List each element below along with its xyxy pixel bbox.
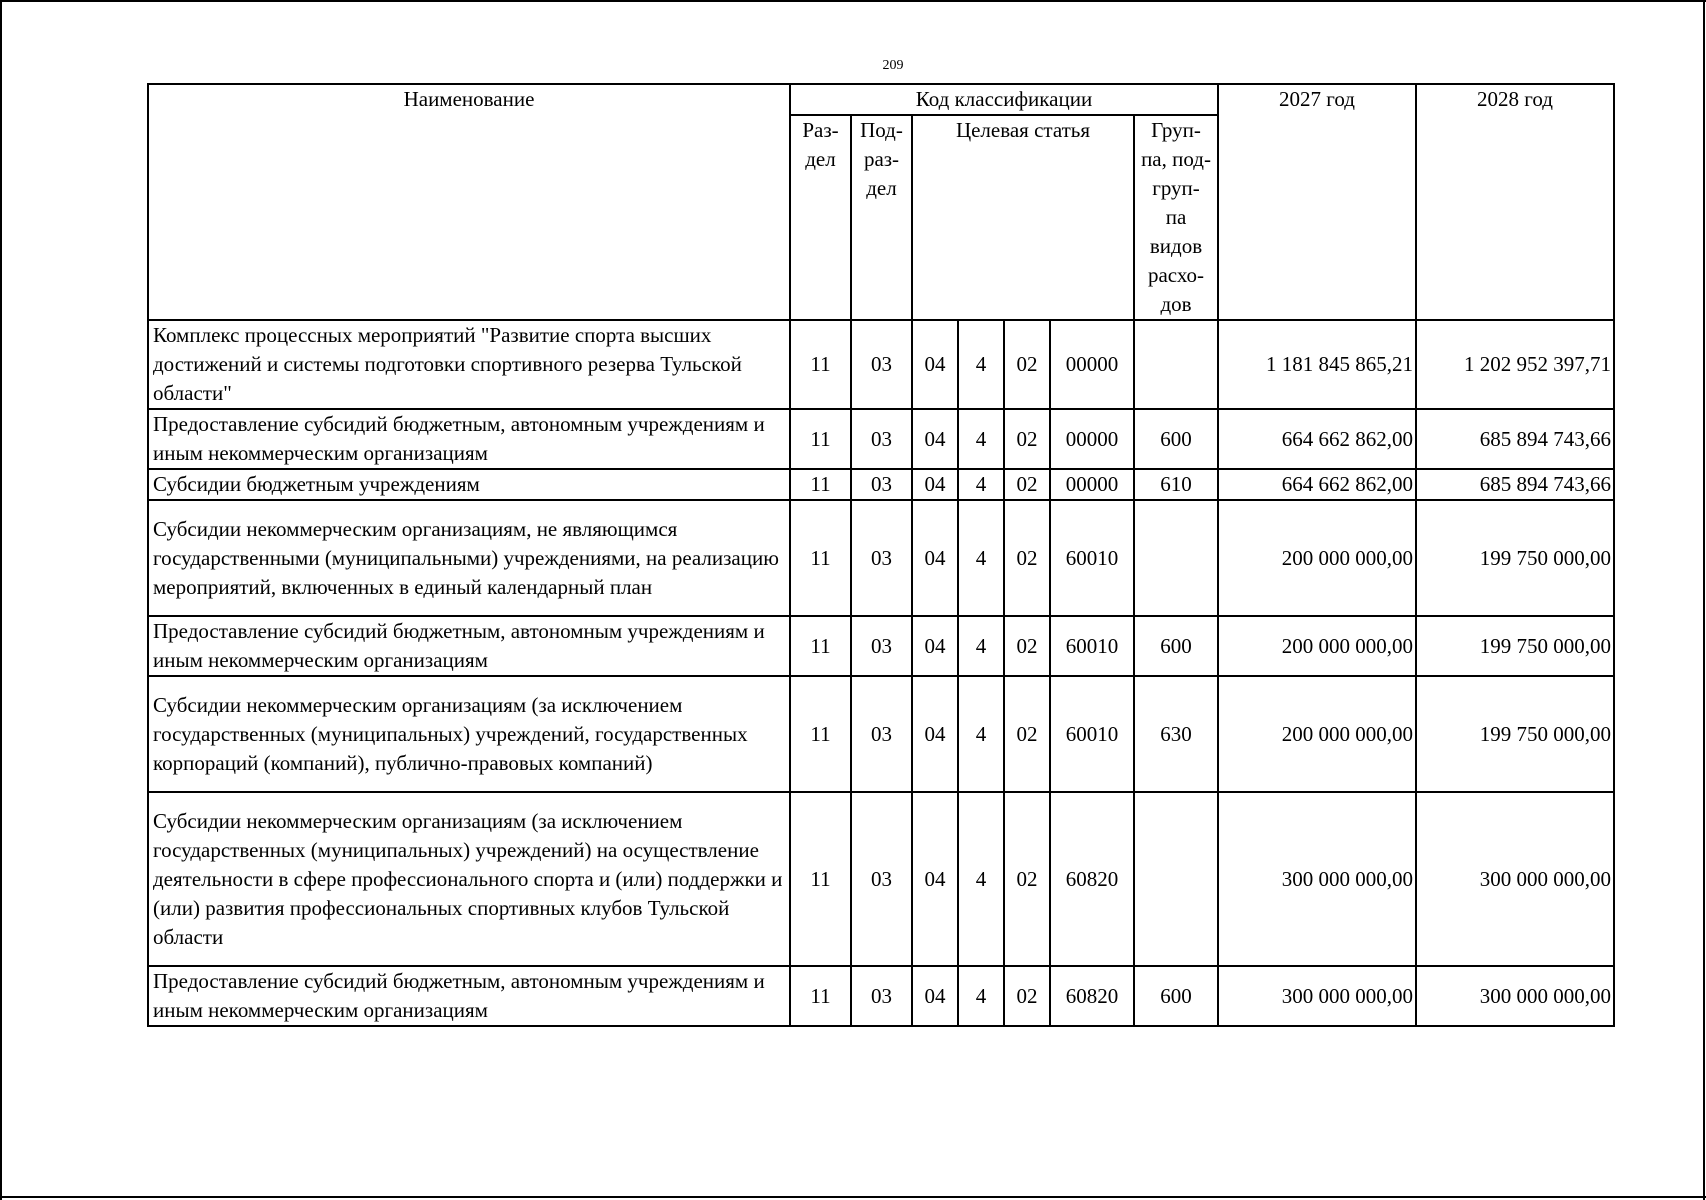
row-target-part2: 4 <box>958 320 1004 409</box>
row-amount-2027: 300 000 000,00 <box>1218 966 1416 1026</box>
row-razdel: 11 <box>790 792 851 966</box>
row-razdel: 11 <box>790 469 851 500</box>
header-2027: 2027 год <box>1218 84 1416 320</box>
row-amount-2027: 300 000 000,00 <box>1218 792 1416 966</box>
header-row-top <box>148 84 1614 115</box>
row-target-part3: 02 <box>1004 500 1050 616</box>
row-expense-group: 630 <box>1134 676 1218 792</box>
table-row <box>148 966 1614 1026</box>
row-target-part2: 4 <box>958 966 1004 1026</box>
row-podrazdel: 03 <box>851 409 912 469</box>
header-name: Наименование <box>148 84 790 320</box>
row-name: Субсидии некоммерческим организациям (за исключением государственных (муниципальных) учреждений) на осуществление деятельности в сфере профессионального спорта и (или) поддержки и (или) развития профессиональных спортивных клубов Тульской области <box>148 792 790 966</box>
row-name: Комплекс процессных мероприятий "Развитие спорта высших достижений и системы подготовки спортивного резерва Тульской области" <box>148 320 790 409</box>
row-podrazdel: 03 <box>851 966 912 1026</box>
row-expense-group: 600 <box>1134 966 1218 1026</box>
row-podrazdel: 03 <box>851 469 912 500</box>
row-target-part1: 04 <box>912 616 958 676</box>
row-expense-group <box>1134 792 1218 966</box>
row-name: Субсидии некоммерческим организациям, не являющимся государственными (муниципальными) учреждениями, на реализацию мероприятий, включенных в единый календарный план <box>148 500 790 616</box>
row-target-part1: 04 <box>912 676 958 792</box>
row-amount-2027: 664 662 862,00 <box>1218 469 1416 500</box>
header-celevaya-statya: Целевая статья <box>912 115 1134 320</box>
table-row <box>148 792 1614 966</box>
row-razdel: 11 <box>790 320 851 409</box>
page-frame-left <box>0 0 2 1200</box>
row-target-part2: 4 <box>958 676 1004 792</box>
row-target-part2: 4 <box>958 616 1004 676</box>
table-row <box>148 500 1614 616</box>
row-target-part4: 60010 <box>1050 500 1134 616</box>
row-razdel: 11 <box>790 966 851 1026</box>
budget-table <box>147 83 1615 1027</box>
row-amount-2028: 199 750 000,00 <box>1416 676 1614 792</box>
page-frame-right <box>1703 0 1705 1200</box>
row-expense-group: 600 <box>1134 409 1218 469</box>
row-expense-group: 610 <box>1134 469 1218 500</box>
row-target-part3: 02 <box>1004 469 1050 500</box>
row-target-part3: 02 <box>1004 616 1050 676</box>
row-amount-2028: 300 000 000,00 <box>1416 966 1614 1026</box>
row-amount-2028: 199 750 000,00 <box>1416 616 1614 676</box>
page-frame-bottom <box>0 1196 1706 1198</box>
table-row <box>148 409 1614 469</box>
page-frame-top <box>0 0 1706 2</box>
row-amount-2028: 685 894 743,66 <box>1416 409 1614 469</box>
row-amount-2028: 1 202 952 397,71 <box>1416 320 1614 409</box>
row-name: Предоставление субсидий бюджетным, автономным учреждениям и иным некоммерческим организациям <box>148 966 790 1026</box>
row-amount-2027: 200 000 000,00 <box>1218 500 1416 616</box>
row-target-part1: 04 <box>912 409 958 469</box>
row-amount-2027: 200 000 000,00 <box>1218 676 1416 792</box>
row-podrazdel: 03 <box>851 792 912 966</box>
header-classification: Код классификации <box>790 84 1218 115</box>
table-row <box>148 616 1614 676</box>
row-razdel: 11 <box>790 500 851 616</box>
table-row <box>148 469 1614 500</box>
row-name: Субсидии бюджетным учреждениям <box>148 469 790 500</box>
row-podrazdel: 03 <box>851 616 912 676</box>
row-target-part2: 4 <box>958 500 1004 616</box>
row-amount-2028: 199 750 000,00 <box>1416 500 1614 616</box>
page-number: 209 <box>882 58 904 73</box>
row-target-part4: 00000 <box>1050 320 1134 409</box>
row-target-part4: 60010 <box>1050 676 1134 792</box>
row-amount-2028: 300 000 000,00 <box>1416 792 1614 966</box>
row-podrazdel: 03 <box>851 500 912 616</box>
row-razdel: 11 <box>790 409 851 469</box>
table-row <box>148 320 1614 409</box>
row-target-part3: 02 <box>1004 320 1050 409</box>
row-target-part3: 02 <box>1004 676 1050 792</box>
row-target-part4: 60820 <box>1050 966 1134 1026</box>
row-podrazdel: 03 <box>851 676 912 792</box>
table-row <box>148 676 1614 792</box>
row-name: Предоставление субсидий бюджетным, автономным учреждениям и иным некоммерческим организациям <box>148 409 790 469</box>
row-podrazdel: 03 <box>851 320 912 409</box>
row-name: Предоставление субсидий бюджетным, автономным учреждениям и иным некоммерческим организациям <box>148 616 790 676</box>
row-target-part1: 04 <box>912 500 958 616</box>
row-target-part4: 60820 <box>1050 792 1134 966</box>
row-target-part2: 4 <box>958 469 1004 500</box>
row-amount-2028: 685 894 743,66 <box>1416 469 1614 500</box>
row-amount-2027: 1 181 845 865,21 <box>1218 320 1416 409</box>
row-razdel: 11 <box>790 676 851 792</box>
row-expense-group: 600 <box>1134 616 1218 676</box>
header-gruppa: Груп- па, под- груп- па видов расхо- дов <box>1134 115 1218 320</box>
row-name: Субсидии некоммерческим организациям (за исключением государственных (муниципальных) учреждений, государственных корпораций (компаний), публично-правовых компаний) <box>148 676 790 792</box>
row-target-part1: 04 <box>912 320 958 409</box>
row-target-part3: 02 <box>1004 409 1050 469</box>
header-razdel: Раз- дел <box>790 115 851 320</box>
row-amount-2027: 664 662 862,00 <box>1218 409 1416 469</box>
row-target-part4: 00000 <box>1050 469 1134 500</box>
row-target-part4: 60010 <box>1050 616 1134 676</box>
row-target-part1: 04 <box>912 469 958 500</box>
row-target-part3: 02 <box>1004 966 1050 1026</box>
header-2028: 2028 год <box>1416 84 1614 320</box>
row-target-part1: 04 <box>912 966 958 1026</box>
header-podrazdel: Под- раз- дел <box>851 115 912 320</box>
row-target-part3: 02 <box>1004 792 1050 966</box>
row-target-part1: 04 <box>912 792 958 966</box>
row-razdel: 11 <box>790 616 851 676</box>
row-target-part4: 00000 <box>1050 409 1134 469</box>
row-target-part2: 4 <box>958 792 1004 966</box>
row-target-part2: 4 <box>958 409 1004 469</box>
row-expense-group <box>1134 320 1218 409</box>
row-expense-group <box>1134 500 1218 616</box>
row-amount-2027: 200 000 000,00 <box>1218 616 1416 676</box>
